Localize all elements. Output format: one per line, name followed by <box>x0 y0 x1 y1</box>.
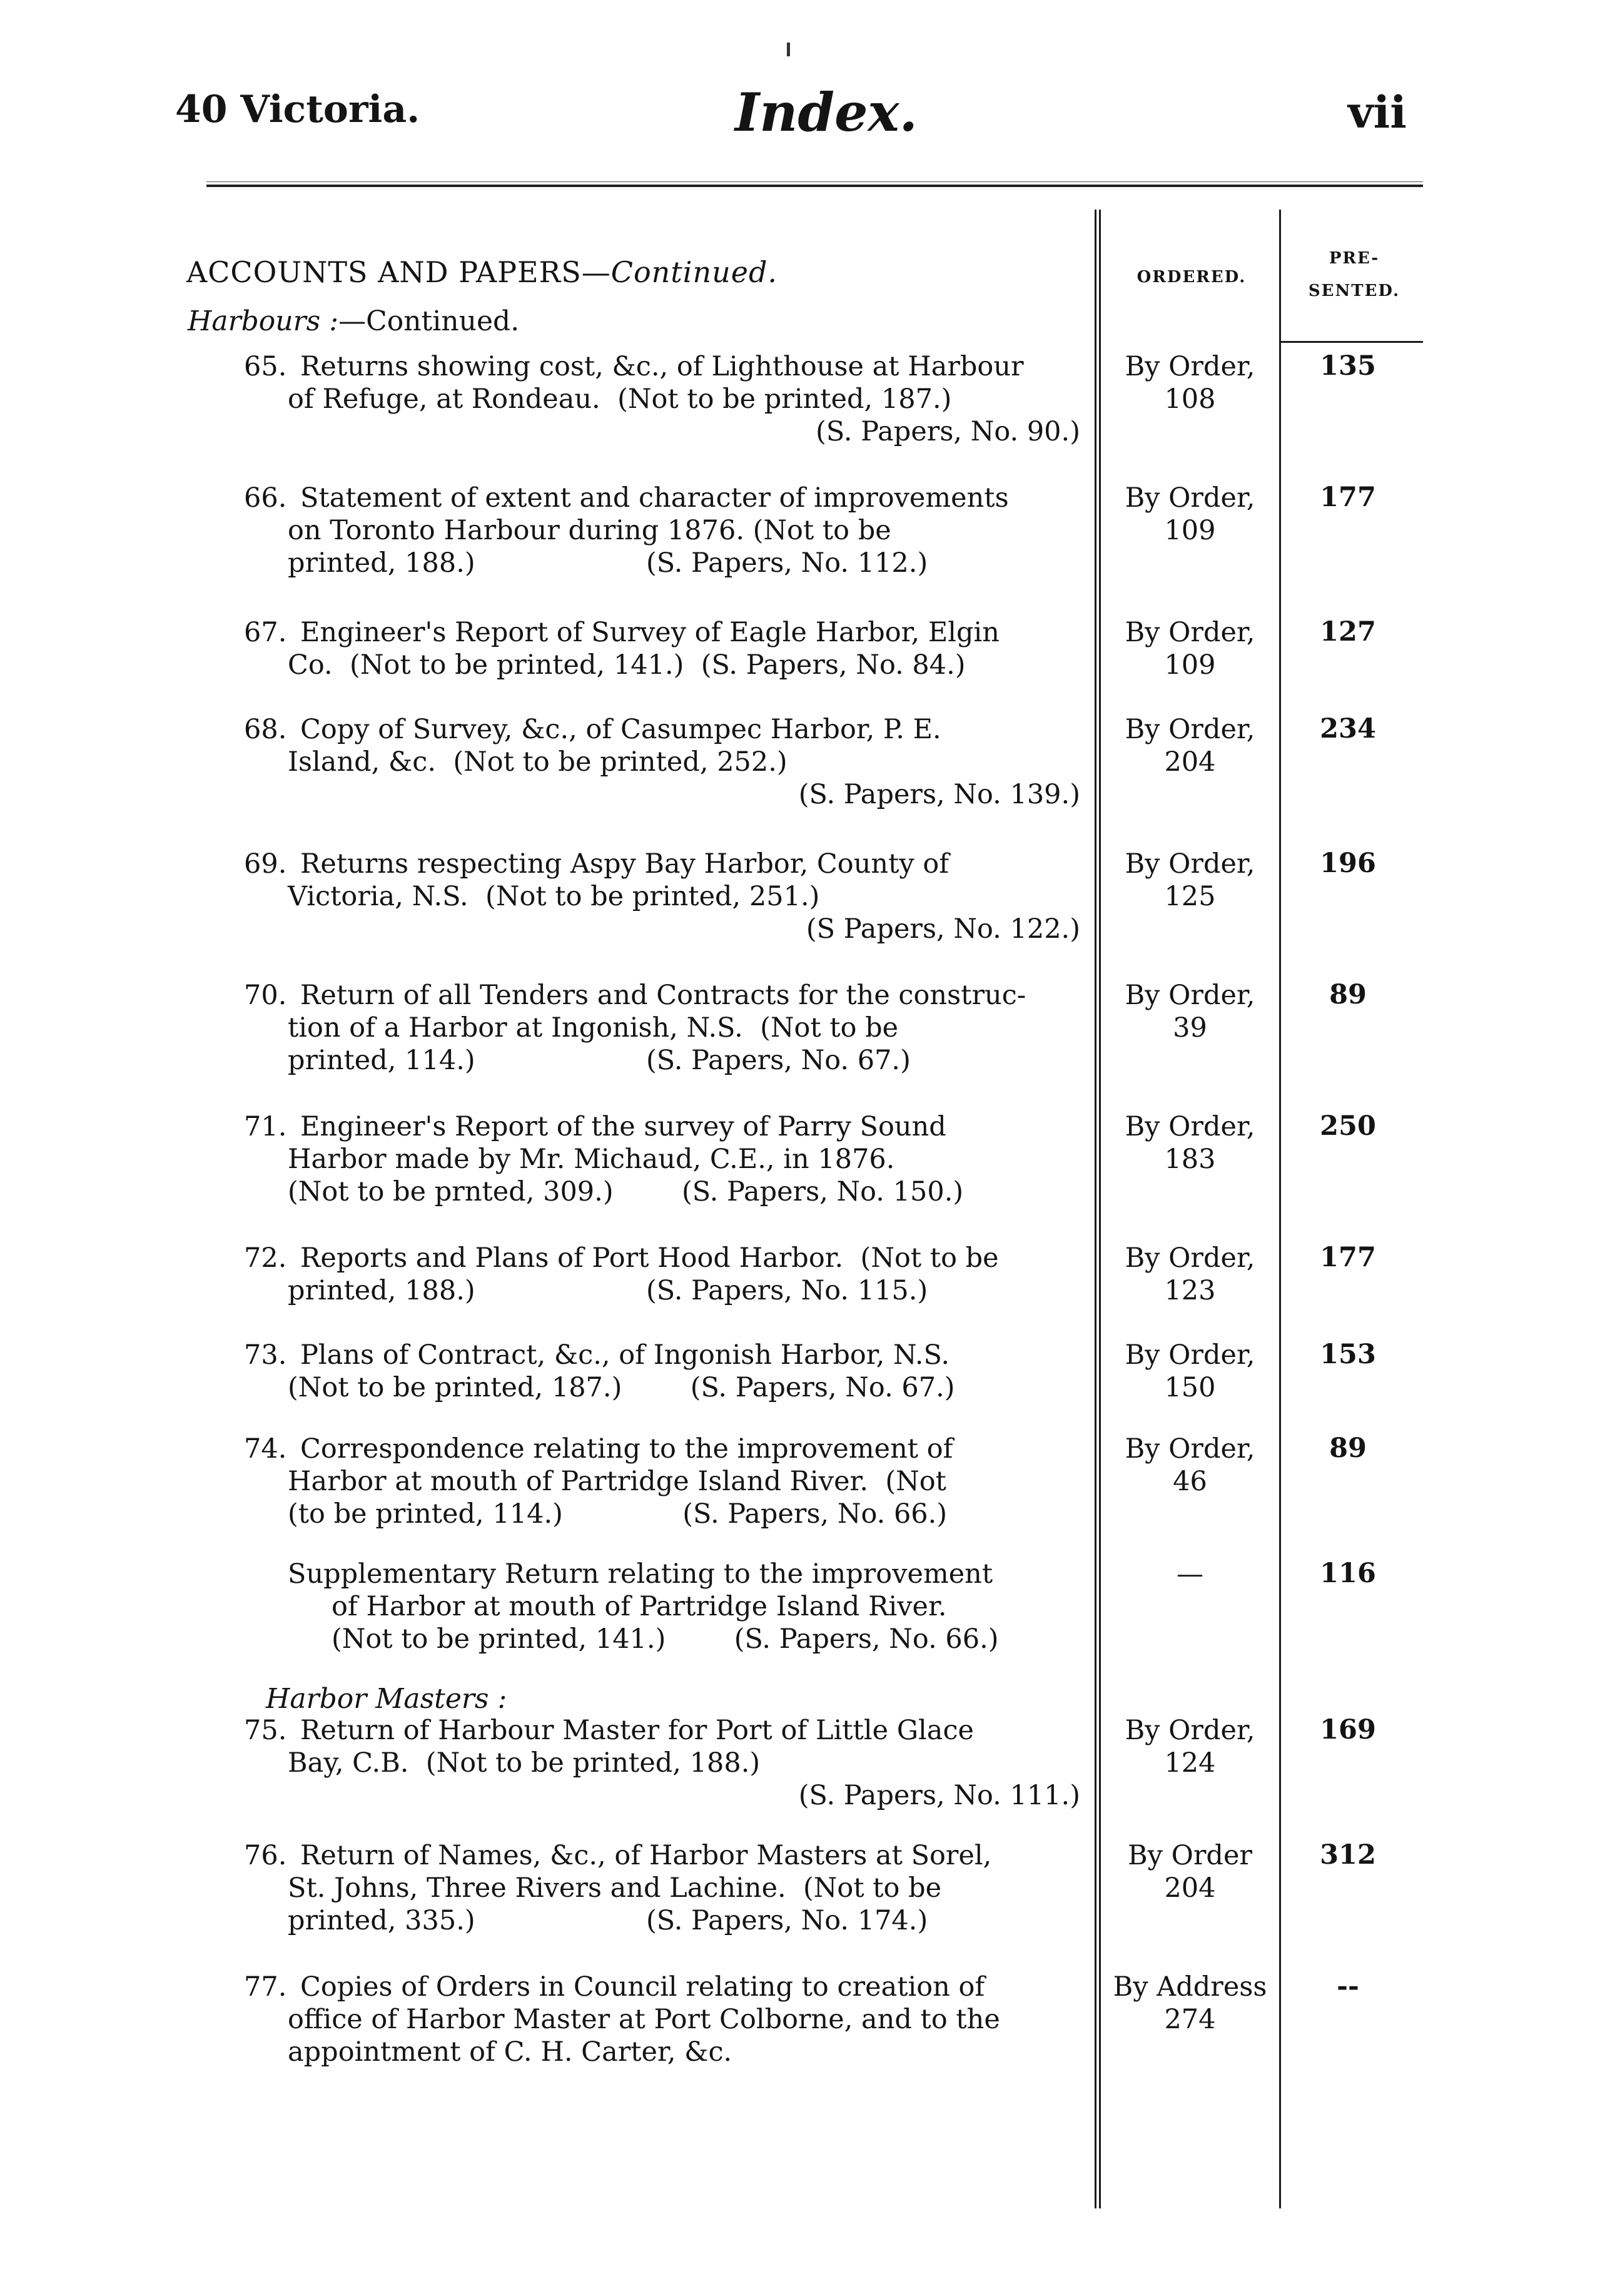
ordered-cell <box>1104 350 1276 415</box>
entry-first-line <box>244 1242 1085 1274</box>
index-entry <box>244 1339 1085 1404</box>
entry-first-line <box>244 482 1085 514</box>
entry-text: Victoria, N.S. (Not to be printed, 251.) <box>288 881 820 912</box>
column-rule-left-a <box>1095 210 1096 2208</box>
ordered-by: By Order, <box>1125 980 1255 1011</box>
presented-cell: -- <box>1337 1971 1359 2002</box>
entry-text: Bay, C.B. (Not to be printed, 188.) <box>288 1747 761 1779</box>
entry-continuation-line <box>244 1176 1085 1208</box>
entry-continuation-line <box>244 913 1085 945</box>
entry-text: Copies of Orders in Council relating to creation of <box>300 1971 985 2003</box>
column-header-presented-2: SENTED. <box>1308 282 1400 300</box>
ordered-cell <box>1104 1839 1276 1904</box>
entry-text: Returns showing cost, &c., of Lighthouse at Harbour <box>300 351 1024 382</box>
ordered-by: By Order, <box>1125 1111 1255 1142</box>
presented-cell: 312 <box>1320 1839 1376 1871</box>
entry-number: 67. <box>244 617 287 648</box>
ordered-by: By Order, <box>1125 351 1255 382</box>
entry-text: Return of all Tenders and Contracts for the construc- <box>300 980 1026 1011</box>
entry-first-line <box>244 1110 1085 1143</box>
subsection-harbours-label: Harbours : <box>188 305 339 337</box>
ordered-cell <box>1104 1110 1276 1176</box>
ordered-cell <box>1104 1242 1276 1307</box>
index-entry <box>244 616 1085 681</box>
entry-continuation-line <box>244 1274 1085 1307</box>
entry-first-line <box>244 1433 1085 1465</box>
presented-cell: 196 <box>1320 848 1376 879</box>
ordered-number: 123 <box>1164 1275 1216 1306</box>
entry-continuation-line <box>244 1465 1085 1498</box>
entry-text: of Refuge, at Rondeau. (Not to be printed, 187.) <box>288 384 952 415</box>
entry-continuation-line <box>244 1371 1085 1404</box>
presented-cell: 234 <box>1320 713 1376 744</box>
presented-cell: 127 <box>1320 616 1376 648</box>
entry-number: 76. <box>244 1840 287 1871</box>
top-tick-mark <box>787 43 790 56</box>
entry-continuation-line <box>288 1590 1085 1623</box>
ordered-by: — <box>1177 1558 1203 1590</box>
entry-first-line <box>244 1839 1085 1872</box>
index-entry <box>244 1110 1085 1208</box>
presented-cell: 177 <box>1320 482 1376 513</box>
index-entry <box>244 1433 1085 1530</box>
ordered-cell <box>1104 1714 1276 1779</box>
ordered-number: 124 <box>1164 1747 1216 1779</box>
ordered-number: 39 <box>1173 1012 1207 1044</box>
entry-text: Return of Names, &c., of Harbor Masters at Sorel, <box>300 1840 992 1871</box>
ordered-by: By Order <box>1128 1840 1252 1871</box>
ordered-number: 46 <box>1173 1466 1207 1497</box>
ordered-cell <box>1104 979 1276 1044</box>
entry-text: Supplementary Return relating to the improvement <box>288 1558 993 1590</box>
ordered-cell <box>1104 713 1276 778</box>
entry-first-line <box>244 616 1085 649</box>
entry-text: Reports and Plans of Port Hood Harbor. (Not to be <box>300 1242 999 1274</box>
presented-cell: 89 <box>1329 979 1367 1010</box>
entry-text: (S. Papers, No. 111.) <box>798 1780 1080 1811</box>
subsection-harbours-continued: —Continued. <box>338 305 520 337</box>
ordered-number: 150 <box>1164 1372 1216 1403</box>
entry-continuation-line <box>244 778 1085 811</box>
entry-first-line <box>244 848 1085 880</box>
entry-number: 70. <box>244 980 287 1011</box>
section-title <box>186 255 777 289</box>
entry-continuation-line <box>244 1904 1085 1937</box>
entry-text: Copy of Survey, &c., of Casumpec Harbor, P. E. <box>300 714 941 745</box>
running-header-title: Index. <box>735 81 918 143</box>
entry-number: 65. <box>244 351 287 382</box>
section-title-continued: Continued. <box>610 255 778 289</box>
entry-text: (Not to be printed, 187.) (S. Papers, No. 67.) <box>288 1372 955 1403</box>
subsection-harbours <box>188 305 519 337</box>
ordered-cell <box>1104 1558 1276 1590</box>
entry-number: 68. <box>244 714 287 745</box>
ordered-cell <box>1104 482 1276 547</box>
presented-cell: 169 <box>1320 1714 1376 1745</box>
column-header-presented-1: PRE- <box>1329 249 1380 268</box>
index-entry <box>244 1714 1085 1812</box>
entry-text: printed, 335.) (S. Papers, No. 174.) <box>288 1905 928 1936</box>
entry-first-line <box>244 350 1085 383</box>
index-entry <box>288 1558 1085 1655</box>
entry-text: (S Papers, No. 122.) <box>806 913 1080 945</box>
entry-first-line <box>244 979 1085 1012</box>
presented-cell: 153 <box>1320 1339 1376 1370</box>
ordered-cell <box>1104 1433 1276 1498</box>
page-number: vii <box>1348 86 1407 138</box>
entry-continuation-line <box>244 1143 1085 1176</box>
column-rule-left-b <box>1099 210 1101 2208</box>
entry-text: printed, 114.) (S. Papers, No. 67.) <box>288 1045 911 1076</box>
entry-text: on Toronto Harbour during 1876. (Not to be <box>288 515 891 546</box>
ordered-by: By Order, <box>1125 482 1255 514</box>
entry-text: St. Johns, Three Rivers and Lachine. (Not to be <box>288 1872 942 1904</box>
entry-text: Co. (Not to be printed, 141.) (S. Papers, No. 84.) <box>288 649 966 681</box>
entry-text: Island, &c. (Not to be printed, 252.) <box>288 746 787 778</box>
entry-continuation-line <box>244 880 1085 913</box>
entry-text: Harbor made by Mr. Michaud, C.E., in 1876. <box>288 1144 895 1175</box>
entry-text: Returns respecting Aspy Bay Harbor, County of <box>300 848 949 880</box>
entry-continuation-line <box>244 1779 1085 1812</box>
entry-text: Statement of extent and character of improvements <box>300 482 1009 514</box>
entry-continuation-line <box>244 1012 1085 1044</box>
ordered-number: 108 <box>1164 384 1216 415</box>
ordered-by: By Address <box>1113 1971 1267 2003</box>
entry-continuation-line <box>244 415 1085 448</box>
column-rule-mid <box>1279 210 1281 2208</box>
presented-cell: 116 <box>1320 1558 1376 1589</box>
entry-continuation-line <box>244 1747 1085 1779</box>
entry-text: Engineer's Report of Survey of Eagle Harbor, Elgin <box>300 617 1000 648</box>
entry-text: appointment of C. H. Carter, &c. <box>288 2036 732 2068</box>
entry-continuation-line <box>244 1498 1085 1530</box>
presented-cell: 250 <box>1320 1110 1376 1142</box>
ordered-number: 204 <box>1164 746 1216 778</box>
ordered-by: By Order, <box>1125 848 1255 880</box>
entry-text: (S. Papers, No. 139.) <box>798 779 1080 810</box>
entry-text: Return of Harbour Master for Port of Little Glace <box>300 1715 974 1746</box>
entry-continuation-line <box>244 2036 1085 2068</box>
ordered-number: 183 <box>1164 1144 1216 1175</box>
presented-cell: 89 <box>1329 1433 1367 1464</box>
entry-text: Engineer's Report of the survey of Parry Sound <box>300 1111 946 1142</box>
entry-text: (S. Papers, No. 90.) <box>816 416 1080 447</box>
ordered-by: By Order, <box>1125 617 1255 648</box>
entry-text: office of Harbor Master at Port Colborne, and to the <box>288 2004 1000 2035</box>
ordered-cell <box>1104 1971 1276 2036</box>
entry-first-line <box>244 1339 1085 1371</box>
entry-first-line <box>244 1714 1085 1747</box>
index-entry <box>244 1839 1085 1937</box>
entry-text: Correspondence relating to the improvement of <box>300 1433 953 1465</box>
entry-first-line <box>244 713 1085 746</box>
ordered-by: By Order, <box>1125 1339 1255 1371</box>
entry-continuation-line <box>244 547 1085 579</box>
header-rule-thin <box>206 181 1423 182</box>
entry-text: printed, 188.) (S. Papers, No. 115.) <box>288 1275 928 1306</box>
ordered-number: 109 <box>1164 649 1216 681</box>
index-entry <box>244 1242 1085 1307</box>
entry-text: (to be printed, 114.) (S. Papers, No. 66.) <box>288 1498 948 1530</box>
index-entry <box>244 482 1085 579</box>
entry-continuation-line <box>244 514 1085 547</box>
entry-text: Plans of Contract, &c., of Ingonish Harbor, N.S. <box>300 1339 950 1371</box>
index-entry <box>244 979 1085 1077</box>
entry-number: 74. <box>244 1433 287 1465</box>
entry-text: (Not to be printed, 141.) (S. Papers, No. 66.) <box>332 1623 999 1655</box>
ordered-number: 109 <box>1164 515 1216 546</box>
entry-first-line <box>244 1971 1085 2003</box>
entry-number: 75. <box>244 1715 287 1746</box>
index-entry <box>244 713 1085 811</box>
entry-text: Harbor at mouth of Partridge Island River. (Not <box>288 1466 946 1497</box>
ordered-by: By Order, <box>1125 714 1255 745</box>
presented-cell: 135 <box>1320 350 1376 382</box>
entry-number: 72. <box>244 1242 287 1274</box>
index-entry <box>244 848 1085 945</box>
entry-continuation-line <box>244 1872 1085 1904</box>
entry-number: 73. <box>244 1339 287 1371</box>
presented-cell: 177 <box>1320 1242 1376 1273</box>
entry-number: 71. <box>244 1111 287 1142</box>
entry-continuation-line <box>244 1044 1085 1077</box>
ordered-by: By Order, <box>1125 1433 1255 1465</box>
ordered-cell <box>1104 616 1276 681</box>
ordered-by: By Order, <box>1125 1242 1255 1274</box>
entry-number: 66. <box>244 482 287 514</box>
section-title-main: ACCOUNTS AND PAPERS— <box>186 255 611 289</box>
entry-number: 77. <box>244 1971 287 2003</box>
ordered-number: 125 <box>1164 881 1216 912</box>
entry-first-line <box>288 1558 1085 1590</box>
entry-continuation-line <box>244 746 1085 778</box>
index-entry <box>244 350 1085 448</box>
ordered-cell <box>1104 1339 1276 1404</box>
entry-text: (Not to be prnted, 309.) (S. Papers, No. 150.) <box>288 1176 964 1207</box>
subsection-harbor-masters: Harbor Masters : <box>266 1683 507 1715</box>
index-entry <box>244 1971 1085 2068</box>
entry-continuation-line <box>288 1623 1085 1655</box>
entry-continuation-line <box>244 2003 1085 2036</box>
entry-number: 69. <box>244 848 287 880</box>
column-header-ordered: ORDERED. <box>1137 268 1247 287</box>
ordered-cell <box>1104 848 1276 913</box>
running-header-session: 40 Victoria. <box>175 88 420 131</box>
entry-continuation-line <box>244 649 1085 681</box>
entry-text: printed, 188.) (S. Papers, No. 112.) <box>288 547 928 579</box>
ordered-number: 274 <box>1164 2004 1216 2035</box>
header-rule <box>206 185 1423 187</box>
entry-text: of Harbor at mouth of Partridge Island River. <box>332 1591 947 1622</box>
ordered-by: By Order, <box>1125 1715 1255 1746</box>
column-head-underline <box>1279 341 1423 343</box>
entry-text: tion of a Harbor at Ingonish, N.S. (Not to be <box>288 1012 899 1044</box>
entry-continuation-line <box>244 383 1085 415</box>
ordered-number: 204 <box>1164 1872 1216 1904</box>
